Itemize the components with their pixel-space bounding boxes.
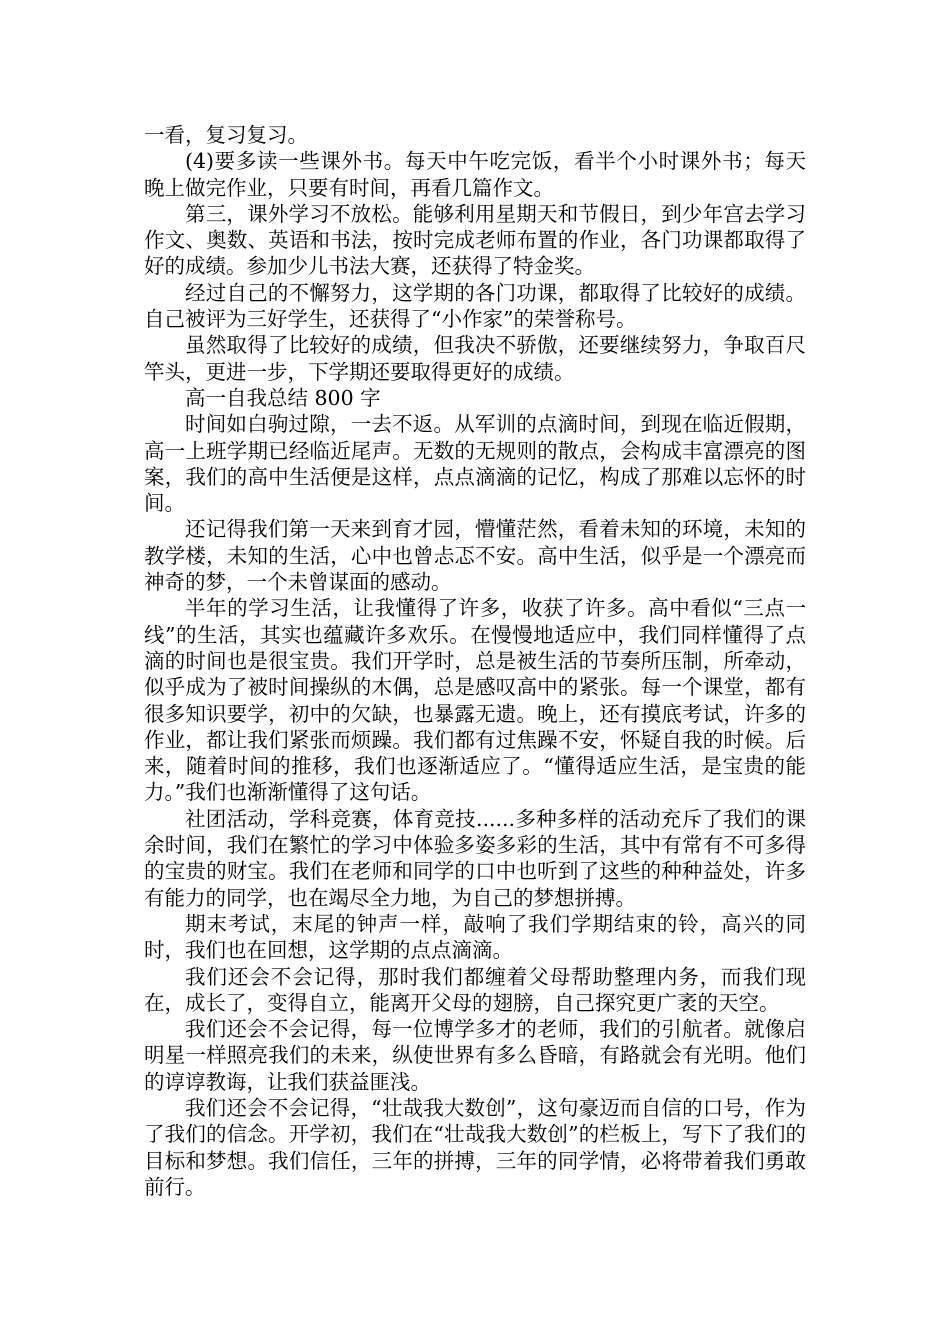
paragraph-effort: 经过自己的不懈努力，这学期的各门功课，都取得了比较好的成绩。自己被评为三好学生，还获得了“小作家”的荣誉称号。 bbox=[144, 280, 806, 332]
paragraph-remember-teachers: 我们还会不会记得，每一位博学多才的老师，我们的引航者。就像启明星一样照亮我们的未来，纵使世界有多么昏暗，有路就会有光明。他们的谆谆教诲，让我们获益匪浅。 bbox=[144, 1017, 806, 1094]
section-heading: 高一自我总结 800 字 bbox=[185, 385, 381, 410]
paragraph-final-exam: 期末考试，末尾的钟声一样，敲响了我们学期结束的铃，高兴的同时，我们也在回想，这学期的点点滴滴。 bbox=[144, 911, 806, 963]
paragraph-first-day: 还记得我们第一天来到育才园，懵懂茫然，看着未知的环境，未知的教学楼，未知的生活，心中也曾忐忑不安。高中生活，似乎是一个漂亮而神奇的梦，一个未曾谋面的感动。 bbox=[144, 517, 806, 595]
paragraph-remember-slogan: 我们还会不会记得，“壮哉我大数创”，这句豪迈而自信的口号，作为了我们的信念。开学初，我们在“壮哉我大数创”的栏板上，写下了我们的目标和梦想。我们信任，三年的拼搏，三年的同学情，必将带着我们勇敢前行。 bbox=[144, 1095, 806, 1199]
paragraph-not-proud: 虽然取得了比较好的成绩，但我决不骄傲，还要继续努力，争取百尺竿头，更进一步，下学期还要取得更好的成绩。 bbox=[144, 333, 806, 384]
paragraph-review: 一看，复习复习。 bbox=[144, 123, 308, 147]
paragraph-time-flies: 时间如白驹过隙，一去不返。从军训的点滴时间，到现在临近假期，高一上班学期已经临近尾声。无数的无规则的散点，会构成丰富漂亮的图案，我们的高中生活便是这样，点点滴滴的记忆，构成了那难以忘怀的时间。 bbox=[144, 412, 806, 516]
paragraph-extracurricular: 第三，课外学习不放松。能够利用星期天和节假日，到少年宫去学习作文、奥数、英语和书法，按时完成老师布置的作业，各门功课都取得了好的成绩。参加少儿书法大赛，还获得了特金奖。 bbox=[144, 201, 806, 279]
paragraph-half-year: 半年的学习生活，让我懂得了许多，收获了许多。高中看似“三点一线”的生活，其实也蕴藏许多欢乐。在慢慢地适应中，我们同样懂得了点滴的时间也是很宝贵。我们开学时，总是被生活的节奏所压制，所牵动，似乎成为了被时间操纵的木偶，总是感叹高中的紧张。每一个课堂，都有很多知识要学，初中的欠缺，也暴露无遗。晚上，还有摸底考试，许多的作业，都让我们紧张而烦躁。我们都有过焦躁不安，怀疑自我的时候。后来，随着时间的推移，我们也逐渐适应了。“懂得适应生活，是宝贵的能力。”我们也渐渐懂得了这句话。 bbox=[144, 596, 806, 805]
document-page bbox=[144, 122, 806, 1200]
paragraph-read-more: (4)要多读一些课外书。每天中午吃完饭，看半个小时课外书；每天晚上做完作业，只要有时间，再看几篇作文。 bbox=[144, 149, 806, 200]
paragraph-remember-parents: 我们还会不会记得，那时我们都缠着父母帮助整理内务，而我们现在，成长了，变得自立，能离开父母的翅膀，自己探究更广袤的天空。 bbox=[144, 964, 806, 1015]
paragraph-activities: 社团活动，学科竞赛，体育竞技......多种多样的活动充斥了我们的课余时间，我们在繁忙的学习中体验多姿多彩的生活，其中有常有不可多得的宝贵的财宝。我们在老师和同学的口中也听到了这些的种种益处，许多有能力的同学，也在竭尽全力地，为自己的梦想拼搏。 bbox=[144, 806, 806, 910]
